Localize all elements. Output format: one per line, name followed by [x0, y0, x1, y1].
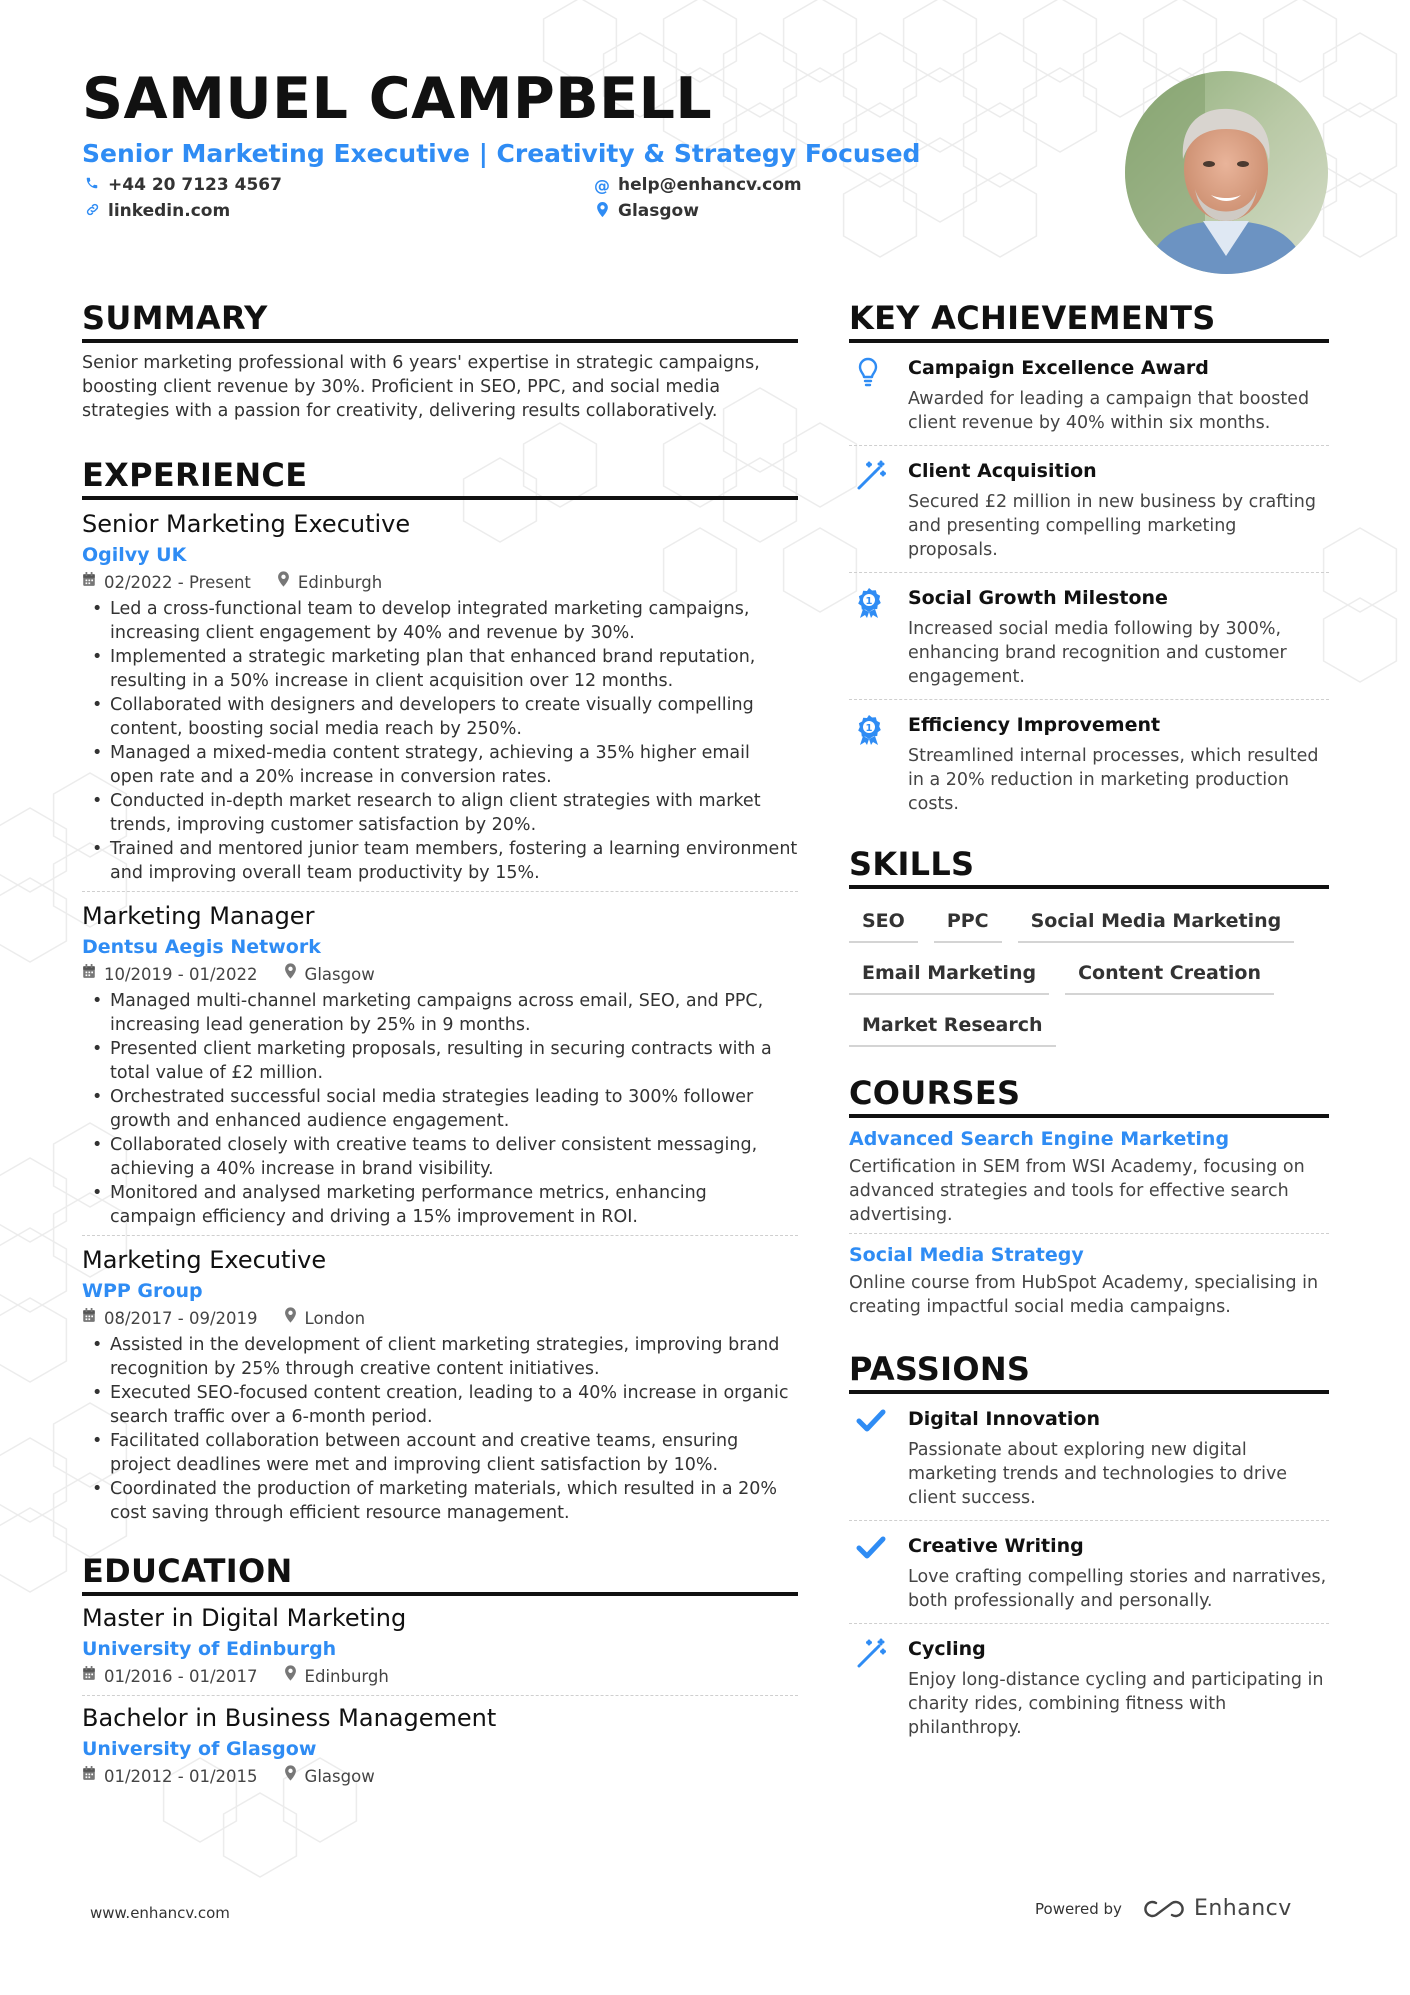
course-description: Certification in SEM from WSI Academy, focusing on advanced strategies and tools for effective search advertising. — [849, 1157, 1305, 1225]
hexagon-shape — [1324, 528, 1397, 612]
item-description: Awarded for leading a campaign that boosted client revenue by 40% within six months. — [908, 389, 1310, 433]
location — [284, 963, 375, 987]
bullet-item: • Collaborated with designers and developers to create visually compelling content, boosting social media reach by 250%. — [82, 693, 798, 741]
email-text: help@enhancv.com — [618, 175, 802, 195]
achievement-item — [849, 445, 1329, 572]
date-location-row — [82, 1307, 798, 1331]
link-icon — [84, 202, 100, 221]
skills-list — [849, 903, 1329, 1059]
school-name[interactable]: University of Glasgow — [82, 1738, 317, 1760]
date-text: 08/2017 - 09/2019 — [104, 1309, 258, 1328]
bullet-item: • Conducted in-depth market research to align client strategies with market trends, improving customer satisfaction by 20%. — [82, 789, 798, 837]
brand-name: Enhancv — [1193, 1896, 1292, 1921]
contact-email[interactable] — [594, 175, 802, 195]
medal-icon — [849, 585, 908, 689]
passion-item — [849, 1394, 1329, 1520]
calendar-icon — [82, 571, 96, 595]
bullet-item: • Managed a mixed-media content strategy, achieving a 35% higher email open rate and a 20% increase in conversion rates. — [82, 741, 798, 789]
course-description: Online course from HubSpot Academy, specialising in creating impactful social media campaigns. — [849, 1273, 1319, 1317]
date-location-row — [82, 571, 798, 595]
contact-info — [82, 175, 1082, 231]
bullet-item: • Facilitated collaboration between account and creative teams, ensuring project deadlines were met and improving client satisfaction by 10%. — [82, 1429, 798, 1477]
location-text: Glasgow — [304, 965, 375, 984]
achievement-item — [849, 699, 1329, 826]
hexagon-shape — [0, 878, 66, 962]
date-range — [82, 1665, 258, 1689]
bullet-item: • Orchestrated successful social media strategies leading to 300% follower growth and enhanced audience engagement. — [82, 1085, 798, 1133]
course-item — [849, 1233, 1329, 1325]
job-title: Marketing Executive — [82, 1246, 327, 1274]
date-text: 01/2012 - 01/2015 — [104, 1767, 258, 1786]
location-pin-icon — [284, 1765, 297, 1789]
job-title: Marketing Manager — [82, 902, 315, 930]
experience-entry — [82, 1235, 798, 1525]
passions-section — [849, 1349, 1329, 1750]
summary-text: Senior marketing professional with 6 years' expertise in strategic campaigns, boosting client revenue by 30%. Proficient in SEO, PPC, and social media strategies with a passion for creativity, delivering results collaboratively. — [82, 353, 760, 421]
hexagon-shape — [1324, 598, 1397, 682]
item-description: Enjoy long-distance cycling and participating in charity rides, combining fitness with philanthropy. — [908, 1670, 1324, 1738]
experience-entry — [82, 500, 798, 885]
item-description: Increased social media following by 300%, enhancing brand recognition and customer engagement. — [908, 619, 1287, 687]
bullet-item: • Executed SEO-focused content creation, leading to a 40% increase in organic search traffic over a 6-month period. — [82, 1381, 798, 1429]
magic-wand-icon — [849, 458, 908, 562]
achievement-bullets — [82, 989, 798, 1229]
skill-tag: Social Media Marketing — [1018, 903, 1295, 943]
hexagon-shape — [224, 1793, 297, 1877]
location — [284, 1307, 365, 1331]
svg-text:1: 1 — [865, 596, 873, 607]
bullet-item: • Led a cross-functional team to develop integrated marketing campaigns, increasing client engagement by 40% and revenue by 30%. — [82, 597, 798, 645]
bullet-item: • Monitored and analysed marketing performance metrics, enhancing campaign efficiency and driving a 15% improvement in ROI. — [82, 1181, 798, 1229]
date-location-row — [82, 1665, 798, 1689]
item-title: Cycling — [908, 1638, 986, 1660]
item-description: Secured £2 million in new business by crafting and presenting compelling marketing proposals. — [908, 492, 1316, 560]
location-text: Glasgow — [618, 201, 699, 221]
education-list — [82, 1596, 798, 1789]
enhancv-logo[interactable] — [1142, 1896, 1292, 1921]
footer-website[interactable]: www.enhancv.com — [90, 1904, 230, 1922]
item-title: Campaign Excellence Award — [908, 357, 1209, 379]
experience-entry — [82, 891, 798, 1229]
achievement-bullets — [82, 597, 798, 885]
school-name[interactable]: University of Edinburgh — [82, 1638, 337, 1660]
achievements-section — [849, 298, 1329, 826]
passions-list — [849, 1394, 1329, 1750]
education-entry — [82, 1695, 798, 1789]
bullet-item: • Managed multi-channel marketing campaigns across email, SEO, and PPC, increasing lead generation by 25% in 9 months. — [82, 989, 798, 1037]
education-entry — [82, 1596, 798, 1689]
svg-text:1: 1 — [865, 723, 873, 734]
bullet-item: • Collaborated closely with creative teams to deliver consistent messaging, achieving a 40% increase in brand visibility. — [82, 1133, 798, 1181]
item-title: Client Acquisition — [908, 460, 1097, 482]
item-body — [908, 585, 1329, 689]
calendar-icon — [82, 963, 96, 987]
education-heading: EDUCATION — [82, 1551, 798, 1596]
date-location-row — [82, 1765, 798, 1789]
bullet-item: • Presented client marketing proposals, resulting in securing contracts with a total value of £2 million. — [82, 1037, 798, 1085]
experience-section — [82, 455, 798, 1525]
hexagon-shape — [0, 1158, 66, 1242]
degree-title: Master in Digital Marketing — [82, 1604, 407, 1632]
hexagon-shape — [1144, 0, 1217, 82]
experience-list — [82, 500, 798, 1525]
contact-location — [594, 201, 699, 221]
achievement-bullets — [82, 1333, 798, 1525]
right-column — [849, 298, 1329, 1750]
courses-list — [849, 1118, 1329, 1325]
location-text: Glasgow — [304, 1767, 375, 1786]
skills-section — [849, 844, 1329, 1059]
hexagon-shape — [1324, 103, 1397, 187]
location — [277, 571, 382, 595]
summary-section — [82, 298, 798, 423]
item-body — [908, 1406, 1329, 1510]
checkmark-icon — [849, 1406, 908, 1510]
enhancv-logo-icon — [1142, 1897, 1186, 1921]
skill-tag: SEO — [849, 903, 918, 943]
company-name[interactable]: Dentsu Aegis Network — [82, 936, 321, 958]
calendar-icon — [82, 1307, 96, 1331]
experience-heading: EXPERIENCE — [82, 455, 798, 500]
location-text: London — [304, 1309, 366, 1328]
item-body — [908, 458, 1329, 562]
location-text: Edinburgh — [297, 573, 383, 592]
date-text: 02/2022 - Present — [104, 573, 251, 592]
passions-heading: PASSIONS — [849, 1349, 1329, 1394]
course-title[interactable]: Advanced Search Engine Marketing — [849, 1128, 1230, 1150]
achievement-item — [849, 343, 1329, 445]
location — [284, 1765, 375, 1789]
at-icon: @ — [594, 175, 610, 195]
skill-tag: PPC — [934, 903, 1002, 943]
location-pin-icon — [284, 1307, 297, 1331]
item-body — [908, 355, 1329, 435]
calendar-icon — [82, 1765, 96, 1789]
left-column — [82, 298, 798, 1789]
bullet-item: • Trained and mentored junior team members, fostering a learning environment and improving overall team productivity by 15%. — [82, 837, 798, 885]
skill-tag: Market Research — [849, 1007, 1056, 1047]
date-location-row — [82, 963, 798, 987]
passion-item — [849, 1520, 1329, 1623]
lightbulb-icon — [849, 355, 908, 435]
date-range — [82, 963, 258, 987]
bullet-item: • Assisted in the development of client marketing strategies, improving brand recognition by 25% through creative content initiatives. — [82, 1333, 798, 1381]
bullet-item: • Implemented a strategic marketing plan that enhanced brand reputation, resulting in a 50% increase in client acquisition over 12 months. — [82, 645, 798, 693]
bullet-item: • Coordinated the production of marketing materials, which resulted in a 20% cost saving through efficient resource management. — [82, 1477, 798, 1525]
item-body — [908, 712, 1329, 816]
magic-wand-icon — [849, 1636, 908, 1740]
phone-text: +44 20 7123 4567 — [108, 175, 282, 195]
linkedin-text: linkedin.com — [108, 201, 231, 221]
location-text: Edinburgh — [304, 1667, 389, 1686]
hexagon-shape — [1084, 33, 1157, 117]
skills-heading: SKILLS — [849, 844, 1329, 889]
item-title: Social Growth Milestone — [908, 587, 1168, 609]
passion-item — [849, 1623, 1329, 1750]
course-item — [849, 1118, 1329, 1233]
candidate-name: SAMUEL CAMPBELL — [82, 66, 713, 132]
achievements-list — [849, 343, 1329, 826]
location-pin-icon — [277, 571, 290, 595]
location-pin-icon — [594, 202, 610, 221]
company-name[interactable]: Ogilvy UK — [82, 544, 187, 566]
contact-phone[interactable] — [84, 175, 282, 195]
item-description: Streamlined internal processes, which resulted in a 20% reduction in marketing production costs. — [908, 746, 1319, 814]
date-range — [82, 1765, 258, 1789]
skill-tag: Content Creation — [1065, 955, 1274, 995]
course-title[interactable]: Social Media Strategy — [849, 1244, 1084, 1266]
hexagon-shape — [0, 808, 66, 892]
location — [284, 1665, 389, 1689]
hexagon-shape — [1264, 0, 1337, 82]
hexagon-shape — [0, 1438, 66, 1522]
location-pin-icon — [284, 963, 297, 987]
resume-header — [82, 64, 1082, 231]
summary-heading: SUMMARY — [82, 298, 798, 343]
courses-section — [849, 1073, 1329, 1325]
date-range — [82, 571, 251, 595]
footer-branding — [1035, 1896, 1292, 1921]
item-title: Efficiency Improvement — [908, 714, 1161, 736]
courses-heading: COURSES — [849, 1073, 1329, 1118]
item-title: Creative Writing — [908, 1535, 1084, 1557]
hexagon-shape — [1324, 173, 1397, 257]
hexagon-shape — [0, 1228, 66, 1312]
hexagon-shape — [0, 1508, 66, 1592]
checkmark-icon — [849, 1533, 908, 1613]
job-title: Senior Marketing Executive — [82, 510, 411, 538]
item-description: Love crafting compelling stories and narratives, both professionally and personally. — [908, 1567, 1327, 1611]
achievements-heading: KEY ACHIEVEMENTS — [849, 298, 1329, 343]
item-body — [908, 1636, 1329, 1740]
phone-icon — [84, 176, 100, 194]
hexagon-shape — [1324, 33, 1397, 117]
item-title: Digital Innovation — [908, 1408, 1100, 1430]
date-text: 01/2016 - 01/2017 — [104, 1667, 258, 1686]
item-body — [908, 1533, 1329, 1613]
medal-icon — [849, 712, 908, 816]
powered-by-text: Powered by — [1035, 1899, 1122, 1918]
hexagon-shape — [0, 1298, 66, 1382]
date-range — [82, 1307, 258, 1331]
calendar-icon — [82, 1665, 96, 1689]
skill-tag: Email Marketing — [849, 955, 1049, 995]
degree-title: Bachelor in Business Management — [82, 1704, 497, 1732]
date-text: 10/2019 - 01/2022 — [104, 965, 258, 984]
candidate-title: Senior Marketing Executive | Creativity & Strategy Focused — [82, 139, 921, 168]
contact-linkedin[interactable] — [84, 201, 230, 221]
company-name[interactable]: WPP Group — [82, 1280, 203, 1302]
item-description: Passionate about exploring new digital marketing trends and technologies to drive client success. — [908, 1440, 1288, 1508]
profile-photo — [1125, 71, 1328, 274]
location-pin-icon — [284, 1665, 297, 1689]
education-section — [82, 1551, 798, 1789]
achievement-item — [849, 572, 1329, 699]
